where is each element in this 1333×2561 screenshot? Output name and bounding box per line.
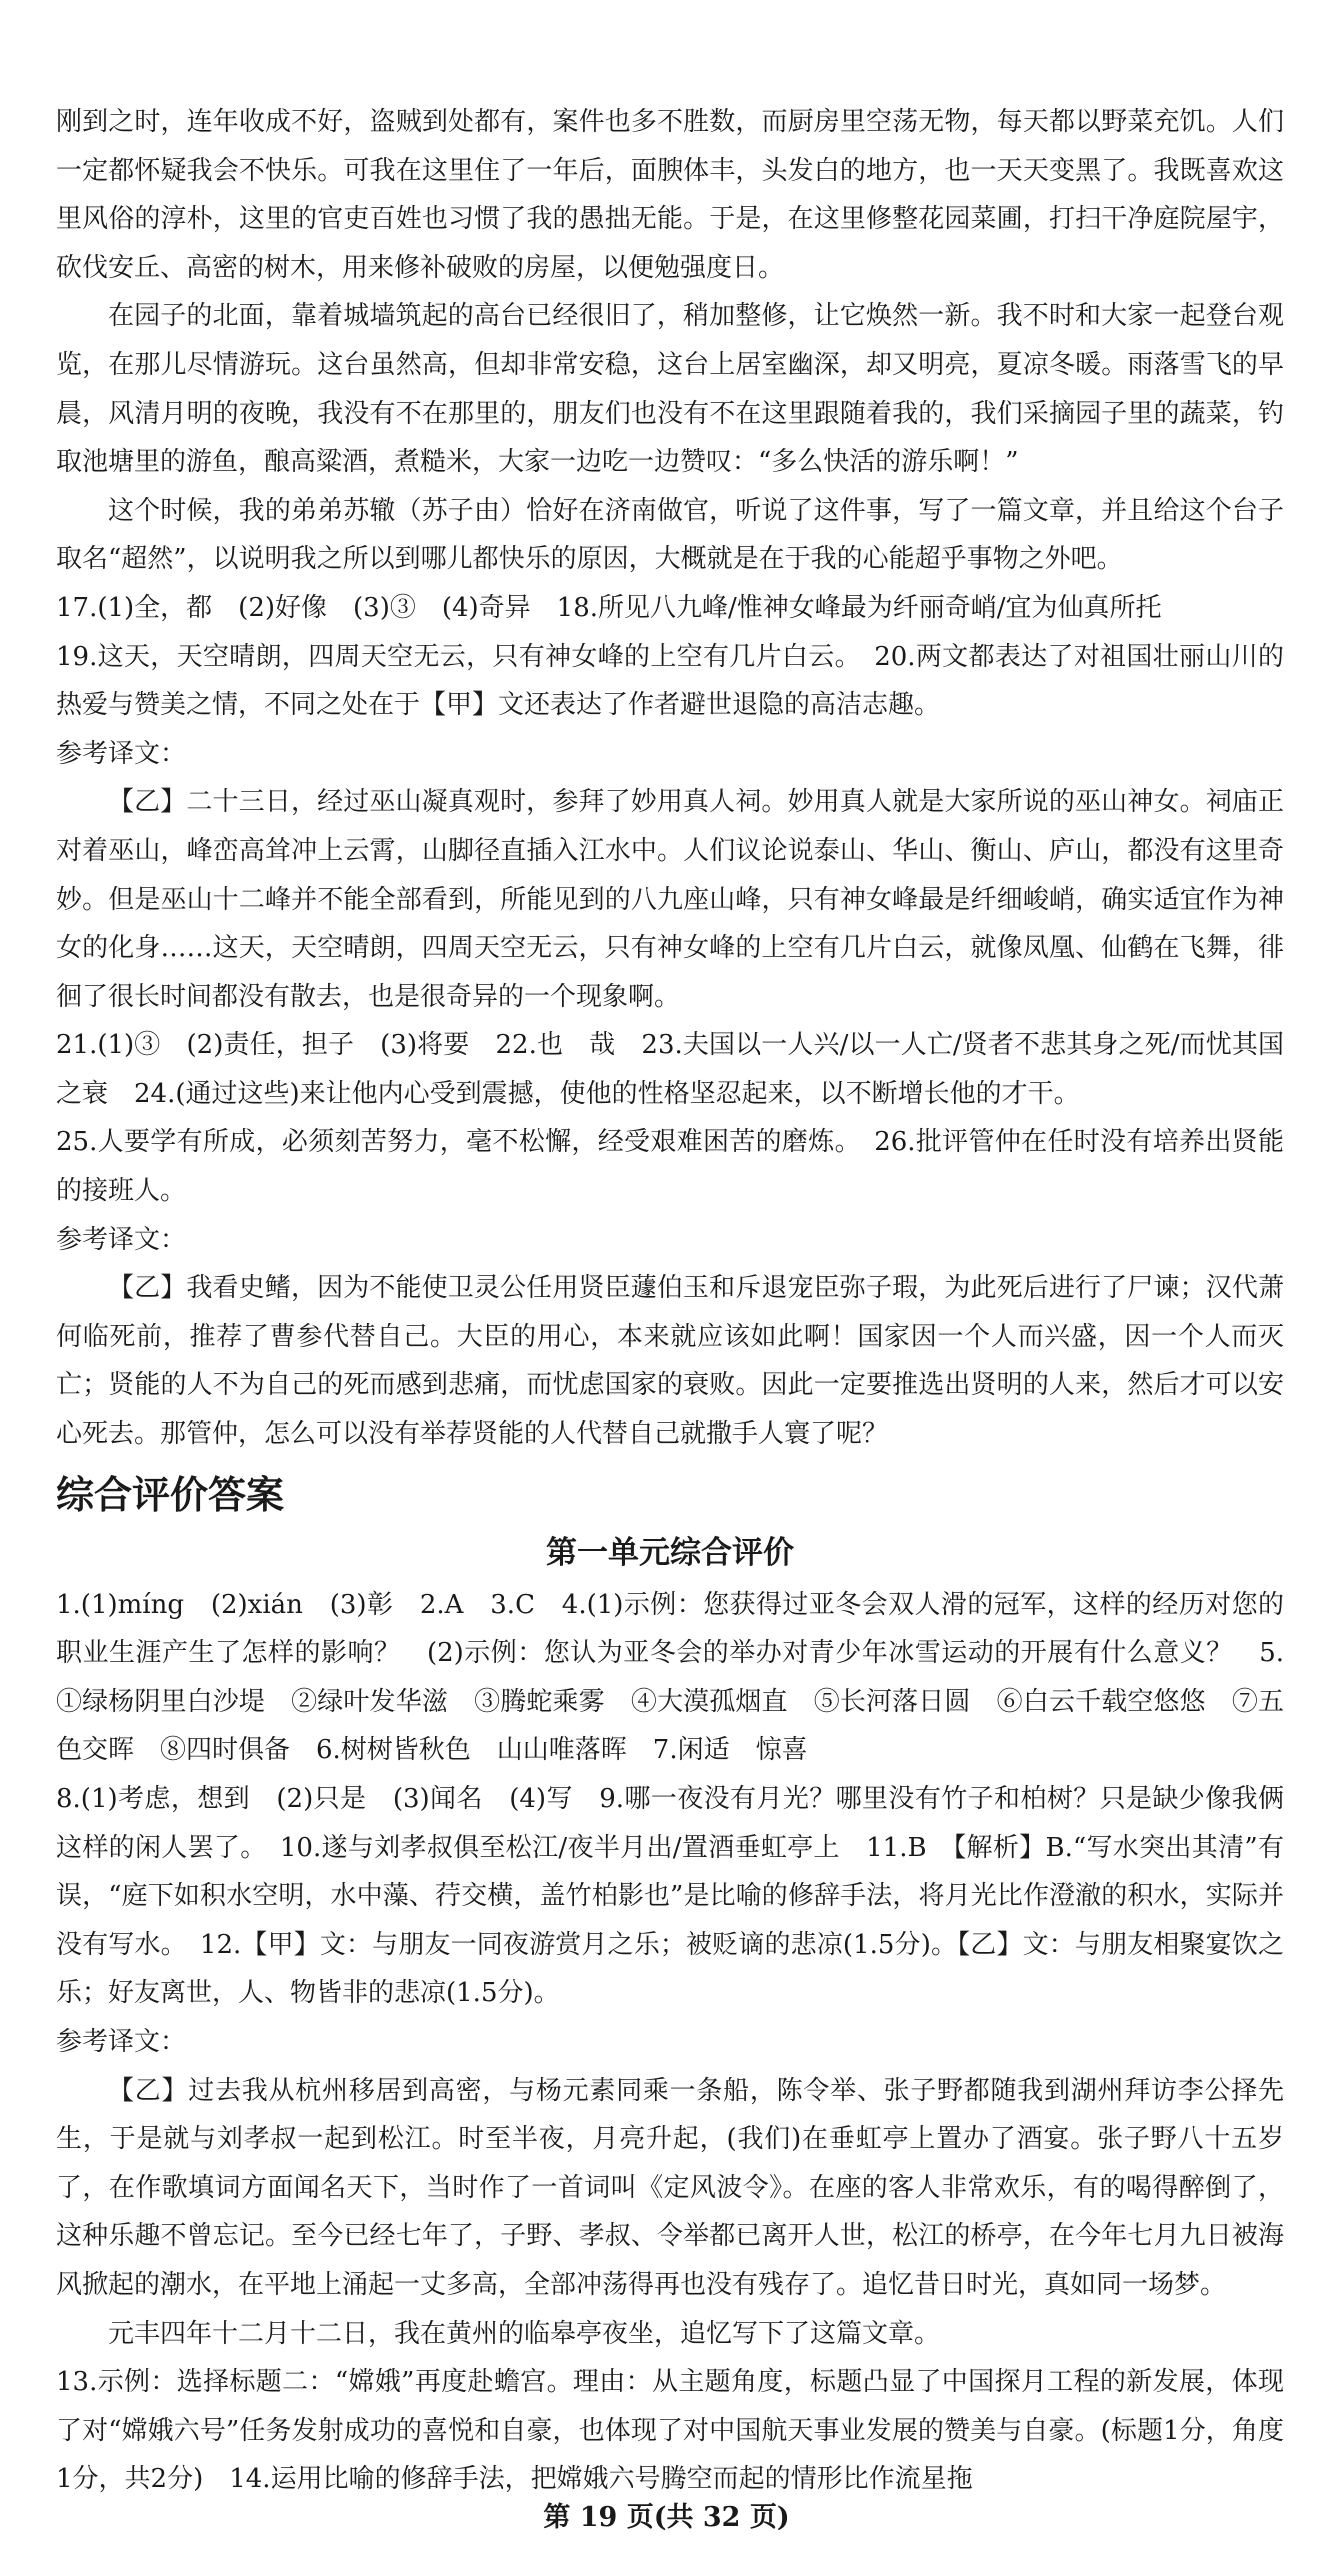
page-content xyxy=(56,98,1284,2504)
page-number-footer: 第 19 页(共 32 页) xyxy=(543,2502,790,2533)
prose-paragraph-2: 在园子的北面，靠着城墙筑起的高台已经很旧了，稍加整修，让它焕然一新。我不时和大家一起登台观览，在那儿尽情游玩。这台虽然高，但却非常安稳，这台上居室幽深，却又明亮，夏凉冬暖。雨落雪飞的早晨，风清月明的夜晚，我没有不在那里的，朋友们也没有不在这里跟随着我的，我们采摘园子里的蔬菜，钓取池塘里的游鱼，酿高粱酒，煮糙米，大家一边吃一边赞叹：“多么快活的游乐啊！” xyxy=(56,301,1284,478)
translation-paragraph-3: 【乙】过去我从杭州移居到高密，与杨元素同乘一条船，陈令举、张子野都随我到湖州拜访李公择先生，于是就与刘孝叔一起到松江。时至半夜，月亮升起，(我们)在垂虹亭上置办了酒宴。张子野八十五岁了，在作歌填词方面闻名天下，当时作了一首词叫《定风波令》。在座的客人非常欢乐，有的喝得醉倒了，这种乐趣不曾忘记。至今已经七年了，子野、孝叔、令举都已离开人世，松江的桥亭，在今年七月九日被海风掀起的潮水，在平地上涌起一丈多高，全部冲荡得再也没有残存了。追忆昔日时光，真如同一场梦。 xyxy=(56,2075,1284,2300)
translation-paragraph-2: 【乙】我看史鳍，因为不能使卫灵公任用贤臣蘧伯玉和斥退宠臣弥子瑕，为此死后进行了尸谏；汉代萧何临死前，推荐了曹参代替自己。大臣的用心，本来就应该如此啊！国家因一个人而兴盛，因一个人而灭亡；贤能的人不为自己的死而感到悲痛，而忧虑国家的衰败。因此一定要推选出贤明的人来，然后才可以安心死去。那管仲，怎么可以没有举荐贤能的人代替自己就撒手人寰了呢？ xyxy=(56,1273,1284,1450)
unit-title: 第一单元综合评价 xyxy=(546,1534,794,1571)
reference-translation-label: 参考译文： xyxy=(56,738,187,769)
section-title: 综合评价答案 xyxy=(56,1472,285,1517)
answer-1-7: 1.(1)míng (2)xián (3)彰 2.A 3.C 4.(1)示例：您获得过亚冬会双人滑的冠军，这样的经历对您的职业生涯产生了怎样的影响？ (2)示例：您认为亚冬会的举办对青少年冰雪运动的开展有什么意义？ 5.①绿杨阴里白沙堤 ②绿叶发华滋 ③腾蛇乘雾 ④大漠孤烟直 ⑤长河落日圆 ⑥白云千载空悠悠 ⑦五色交晖 ⑧四时俱备 6.树树皆秋色 山山唯落晖 7.闲适 惊喜 xyxy=(56,1589,1284,1766)
answer-17-18: 17.(1)全，都 (2)好像 (3)③ (4)奇异 18.所见八九峰/惟神女峰最为纤丽奇峭/宜为仙真所托 xyxy=(56,592,1162,623)
prose-paragraph-1: 刚到之时，连年收成不好，盗贼到处都有，案件也多不胜数，而厨房里空荡无物，每天都以野菜充饥。人们一定都怀疑我会不快乐。可我在这里住了一年后，面腴体丰，头发白的地方，也一天天变黑了。我既喜欢这里风俗的淳朴，这里的官吏百姓也习惯了我的愚拙无能。于是，在这里修整花园菜圃，打扫干净庭院屋宇，砍伐安丘、高密的树木，用来修补破败的房屋，以便勉强度日。 xyxy=(56,107,1284,283)
translation-paragraph-1: 【乙】二十三日，经过巫山凝真观时，参拜了妙用真人祠。妙用真人就是大家所说的巫山神女。祠庙正对着巫山，峰峦高耸冲上云霄，山脚径直插入江水中。人们议论说泰山、华山、衡山、庐山，都没有这里奇妙。但是巫山十二峰并不能全部看到，所能见到的八九座山峰，只有神女峰最是纤细峻峭，确实适宜作为神女的化身……这天，天空晴朗，四周天空无云，只有神女峰的上空有几片白云，就像凤凰、仙鹤在飞舞，徘徊了很长时间都没有散去，也是很奇异的一个现象啊。 xyxy=(56,787,1284,1012)
reference-translation-label: 参考译文： xyxy=(56,2026,187,2057)
answer-21-24: 21.(1)③ (2)责任，担子 (3)将要 22.也 哉 23.夫国以一人兴/以一人亡/贤者不悲其身之死/而忧其国之衰 24.(通过这些)来让他内心受到震撼，使他的性格坚忍起来，以不断增长他的才干。 xyxy=(56,1030,1284,1109)
answer-25-26: 25.人要学有所成，必须刻苦努力，毫不松懈，经受艰难困苦的磨炼。 26.批评管仲在任时没有培养出贤能的接班人。 xyxy=(56,1127,1284,1207)
answer-8-12: 8.(1)考虑，想到 (2)只是 (3)闻名 (4)写 9.哪一夜没有月光？哪里没有竹子和柏树？只是缺少像我俩这样的闲人罢了。 10.遂与刘孝叔俱至松江/夜半月出/置酒垂虹亭上 11.B 【解析】B.“写水突出其清”有误，“庭下如积水空明，水中藻、荇交横，盖竹柏影也”是比喻的修辞手法，将月光比作澄澈的积水，实际并没有写水。 12.【甲】文：与朋友一同夜游赏月之乐；被贬谪的悲凉(1.5分)。【乙】文：与朋友相聚宴饮之乐；好友离世，人、物皆非的悲凉(1.5分)。 xyxy=(56,1784,1284,2009)
answer-19-20: 19.这天，天空晴朗，四周天空无云，只有神女峰的上空有几片白云。 20.两文都表达了对祖国壮丽山川的热爱与赞美之情，不同之处在于【甲】文还表达了作者避世退隐的高洁志趣。 xyxy=(56,641,1284,721)
answer-13-14: 13.示例：选择标题二：“嫦娥”再度赴蟾宫。理由：从主题角度，标题凸显了中国探月工程的新发展，体现了对“嫦娥六号”任务发射成功的喜悦和自豪，也体现了对中国航天事业发展的赞美与自豪。(标题1分，角度1分，共2分) 14.运用比喻的修辞手法，把嫦娥六号腾空而起的情形比作流星拖 xyxy=(56,2367,1284,2495)
translation-paragraph-4: 元丰四年十二月十二日，我在黄州的临皋亭夜坐，追忆写下了这篇文章。 xyxy=(108,2318,941,2349)
reference-translation-label: 参考译文： xyxy=(56,1224,187,1255)
prose-paragraph-3: 这个时候，我的弟弟苏辙（苏子由）恰好在济南做官，听说了这件事，写了一篇文章，并且给这个台子取名“超然”，以说明我之所以到哪儿都快乐的原因，大概就是在于我的心能超乎事物之外吧。 xyxy=(56,495,1284,575)
